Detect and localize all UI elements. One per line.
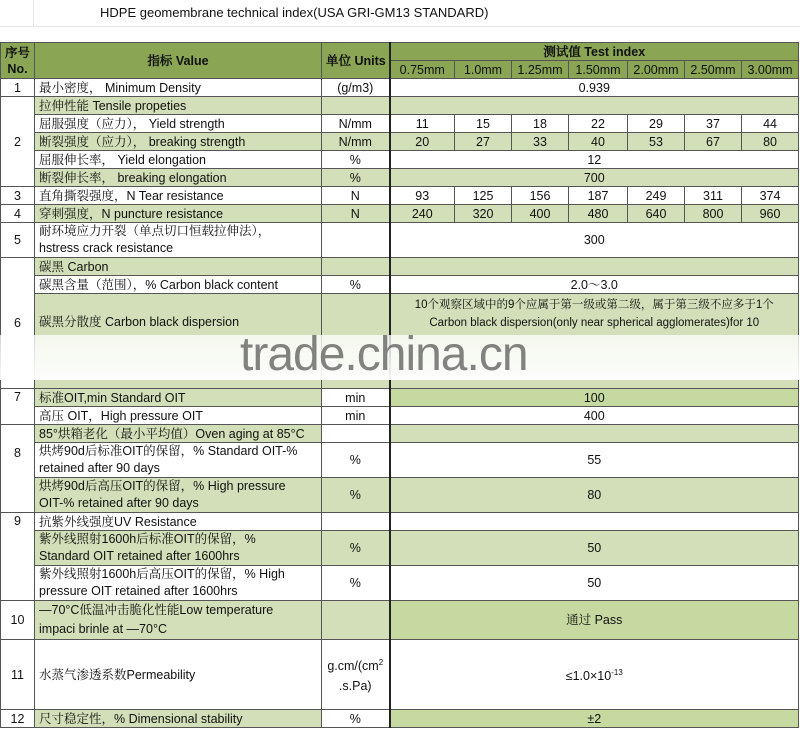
- table-row: 断裂强度（应力）， breaking strength N/mm 20 27 33 40 53 67 80: [1, 133, 799, 151]
- table-row: 紫外线照射1600h后高压OIT的保留，% High pressure OIT retained after 1600hrs % 50: [1, 566, 799, 601]
- table-row: 12 尺寸稳定性，% Dimensional stability % ±2: [1, 710, 799, 728]
- table-row: 碳黑分散度 Carbon black dispersion 10个观察区域中的9个应属于第一级或第二级，属于第三级不应多于1个 Carbon black dispersion(only near spherical agglomerates)for 10: [1, 294, 799, 389]
- technical-index-table: [0, 42, 799, 728]
- table-row: 屈服强度（应力）， Yield strength N/mm 11 15 18 22 29 37 44: [1, 115, 799, 133]
- thickness-6: 3.00mm: [742, 61, 799, 79]
- thickness-5: 2.50mm: [685, 61, 742, 79]
- table-row: 高压 OIT，High pressure OIT min 400: [1, 407, 799, 425]
- table-row: 9 抗紫外线强度UV Resistance: [1, 513, 799, 531]
- thickness-0: 0.75mm: [390, 61, 455, 79]
- thickness-4: 2.00mm: [628, 61, 685, 79]
- table-row: 8 85°烘箱老化（最小平均值）Oven aging at 85°C: [1, 425, 799, 443]
- document-title: HDPE geomembrane technical index(USA GRI-GM13 STANDARD): [100, 5, 489, 20]
- header-no: 序号 No.: [1, 43, 35, 79]
- table-row: 5 耐环境应力开裂（单点切口恒载拉伸法）， hstress crack resistance 300: [1, 223, 799, 258]
- header-value: 指标 Value: [35, 43, 322, 79]
- table-row: 10 —70°C低温冲击脆化性能Low temperature impaci brinle at —70°C 通过 Pass: [1, 601, 799, 640]
- table-row: 烘烤90d后标准OIT的保留，% Standard OIT-% retained after 90 days % 55: [1, 443, 799, 478]
- table-row: 1 最小密度， Minimum Density (g/m3) 0.939: [1, 79, 799, 97]
- table-row: 紫外线照射1600h后标准OIT的保留，% Standard OIT retained after 1600hrs % 50: [1, 531, 799, 566]
- table-row: 6 碳黑 Carbon: [1, 258, 799, 276]
- table-row: 11 水蒸气渗透系数Permeability $g.cm/(cm^2$ .s.Pa) $\le 1.0\times 10^{-13}$: [1, 640, 799, 710]
- header-test-index: 测试值 Test index: [390, 43, 799, 61]
- watermark-band: [0, 328, 800, 381]
- table-row: 烘烤90d后高压OIT的保留，% High pressure OIT-% retained after 90 days % 80: [1, 478, 799, 513]
- table-row: 屈服伸长率， Yield elongation % 12: [1, 151, 799, 169]
- table-row: 2 拉伸性能 Tensile propeties: [1, 97, 799, 115]
- thickness-2: 1.25mm: [512, 61, 569, 79]
- table-row: 7 标准OIT,min Standard OIT min 100: [1, 389, 799, 407]
- table-row: 断裂伸长率， breaking elongation % 700: [1, 169, 799, 187]
- header-units: 单位 Units: [322, 43, 390, 79]
- table-row: 3 直角撕裂强度，N Tear resistance N 93 125 156 187 249 311 374: [1, 187, 799, 205]
- thickness-3: 1.50mm: [569, 61, 628, 79]
- table-row: 4 穿刺强度，N puncture resistance N 240 320 400 480 640 800 960: [1, 205, 799, 223]
- table-row: 碳黑含量（范围），% Carbon black content % 2.0～3.0: [1, 276, 799, 294]
- title-bar: [0, 0, 800, 27]
- watermark-text: trade.china.cn: [240, 328, 528, 381]
- thickness-1: 1.0mm: [455, 61, 512, 79]
